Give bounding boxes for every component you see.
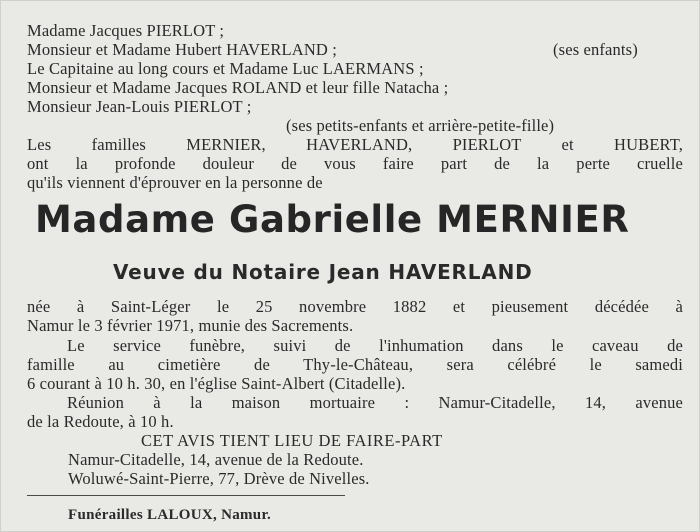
family-line-8: qu'ils viennent d'éprouver en la personne de xyxy=(27,173,323,192)
deceased-subtitle: Veuve du Notaire Jean HAVERLAND xyxy=(113,260,533,284)
family-line-6: Les familles MERNIER, HAVERLAND, PIERLOT et HUBERT, xyxy=(27,135,683,154)
family-line-2: Monsieur et Madame Hubert HAVERLAND ; xyxy=(27,40,337,59)
body-line-4: famille au cimetière de Thy-le-Château, sera célébré le samedi xyxy=(27,355,683,374)
body-line-3: Le service funèbre, suivi de l'inhumation dans le caveau de xyxy=(67,336,683,355)
notice-statement: CET AVIS TIENT LIEU DE FAIRE-PART xyxy=(141,431,443,450)
family-line-3: Le Capitaine au long cours et Madame Luc LAERMANS ; xyxy=(27,59,424,78)
family-line-5: Monsieur Jean-Louis PIERLOT ; xyxy=(27,97,252,116)
family-note-children: (ses enfants) xyxy=(553,40,638,59)
body-line-5: 6 courant à 10 h. 30, en l'église Saint-Albert (Citadelle). xyxy=(27,374,406,393)
deceased-name: Madame Gabrielle MERNIER xyxy=(35,198,630,241)
body-line-7: de la Redoute, à 10 h. xyxy=(27,412,174,431)
body-line-6: Réunion à la maison mortuaire : Namur-Citadelle, 14, avenue xyxy=(67,393,683,412)
address-woluwe: Woluwé-Saint-Pierre, 77, Drève de Nivelles. xyxy=(68,469,370,488)
family-line-7: ont la profonde douleur de vous faire part de la perte cruelle xyxy=(27,154,683,173)
address-namur: Namur-Citadelle, 14, avenue de la Redoute. xyxy=(68,450,364,469)
family-line-1: Madame Jacques PIERLOT ; xyxy=(27,21,225,40)
funeral-home: Funérailles LALOUX, Namur. xyxy=(68,507,272,523)
family-line-4: Monsieur et Madame Jacques ROLAND et leur fille Natacha ; xyxy=(27,78,449,97)
body-line-2: Namur le 3 février 1971, munie des Sacrements. xyxy=(27,316,354,335)
footer-divider xyxy=(27,495,345,496)
family-note-grandchildren: (ses petits-enfants et arrière-petite-fille) xyxy=(286,116,555,135)
body-line-1: née à Saint-Léger le 25 novembre 1882 et pieusement décédée à xyxy=(27,297,683,316)
